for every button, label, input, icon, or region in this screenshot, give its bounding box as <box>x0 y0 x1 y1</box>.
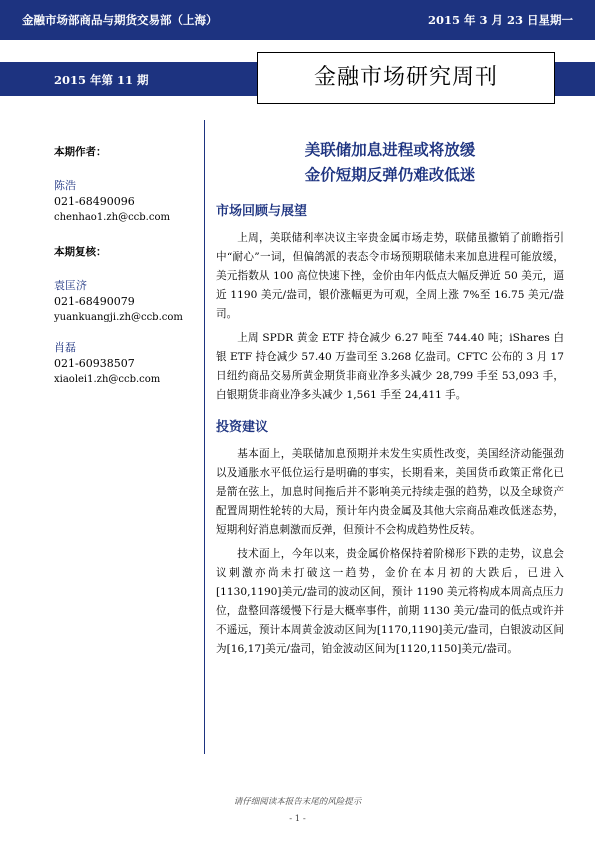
article-headline <box>216 138 564 188</box>
column-divider <box>204 120 205 754</box>
authors-label: 本期作者： <box>54 146 107 158</box>
section-title-investment-advice: 投资建议 <box>216 420 269 435</box>
reviewer-name: 袁匡济 <box>54 279 87 292</box>
author-email[interactable]: chenhao1.zh@ccb.com <box>54 212 170 223</box>
sidebar <box>54 144 200 388</box>
issue-number: 2015 年第 11 期 <box>54 73 149 87</box>
author-phone: 021-68490096 <box>54 195 135 208</box>
paragraph: 基本面上，美联储加息预期并未发生实质性改变，美国经济动能强劲以及通胀水平低位运行是明确的事实，长期看来，美国货币政策正常化已是箭在弦上，加息时间拖后并不影响美元持续走强的趋势，以及全球资产配置周期性轮转的大局，预计年内贵金属及其他大宗商品难改低迷态势，短期利好消息刺激而反弹，但预计不会构成趋势性反转。 <box>216 448 564 536</box>
reviewer-email[interactable]: xiaolei1.zh@ccb.com <box>54 374 161 385</box>
article-body <box>216 200 564 664</box>
department-name: 金融市场部商品与期货交易部（上海） <box>22 13 218 27</box>
reviewer-name: 肖磊 <box>54 341 76 354</box>
headline-line-2: 金价短期反弹仍难改低迷 <box>304 166 476 184</box>
reviewer-email[interactable]: yuankuangji.zh@ccb.com <box>54 312 183 323</box>
paragraph: 上周，美联储利率决议主宰贵金属市场走势，联储虽撤销了前瞻指引中“耐心”一词，但偏鸽派的表态令市场预期联储未来加息进程可能放缓，美元指数从 100 高位快速下挫，金价由年内低点大幅反弹近 50 美元，逼近 1190 美元/盎司，银价涨幅更为可观，全周上涨 7%至 16.75 美元/盎司。 <box>216 232 564 320</box>
reviewer-phone: 021-68490079 <box>54 295 135 308</box>
publication-title: 金融市场研究周刊 <box>257 52 555 104</box>
header-bar <box>0 0 595 40</box>
page-number: - 1 - <box>289 814 306 824</box>
headline-line-1: 美联储加息进程或将放缓 <box>304 141 476 159</box>
reviewers-label: 本期复核： <box>54 246 107 258</box>
report-date: 2015 年 3 月 23 日星期一 <box>427 13 573 27</box>
risk-disclaimer-note: 请仔细阅读本报告末尾的风险提示 <box>233 797 362 807</box>
reviewer-phone: 021-60938507 <box>54 357 135 370</box>
author-name: 陈浩 <box>54 179 76 192</box>
section-title-market-review: 市场回顾与展望 <box>216 204 308 219</box>
paragraph: 上周 SPDR 黄金 ETF 持仓减少 6.27 吨至 744.40 吨；iShares 白银 ETF 持仓减少 57.40 万盎司至 3.268 亿盎司。CFTC 公布的 3 月 17 日纽约商品交易所黄金期货非商业净多头减少 28,799 手至 53,093 手，白银期货非商业净多头减少 1,561 手至 24,411 手。 <box>216 332 564 401</box>
paragraph: 技术面上，今年以来，贵金属价格保持着阶梯形下跌的走势，议息会议刺激亦尚未打破这一趋势，金价在本月初的大跌后，已进入[1130,1190]美元/盎司的波动区间，预计 1190 美元将构成本周高点压力位，盘整回落缓慢下行是大概率事件，前期 1130 美元/盎司的低点或许并不遥远，预计本周黄金波动区间为[1170,1190]美元/盎司，白银波动区间为[16,17]美元/盎司，铂金波动区间为[1120,1150]美元/盎司。 <box>216 548 564 655</box>
